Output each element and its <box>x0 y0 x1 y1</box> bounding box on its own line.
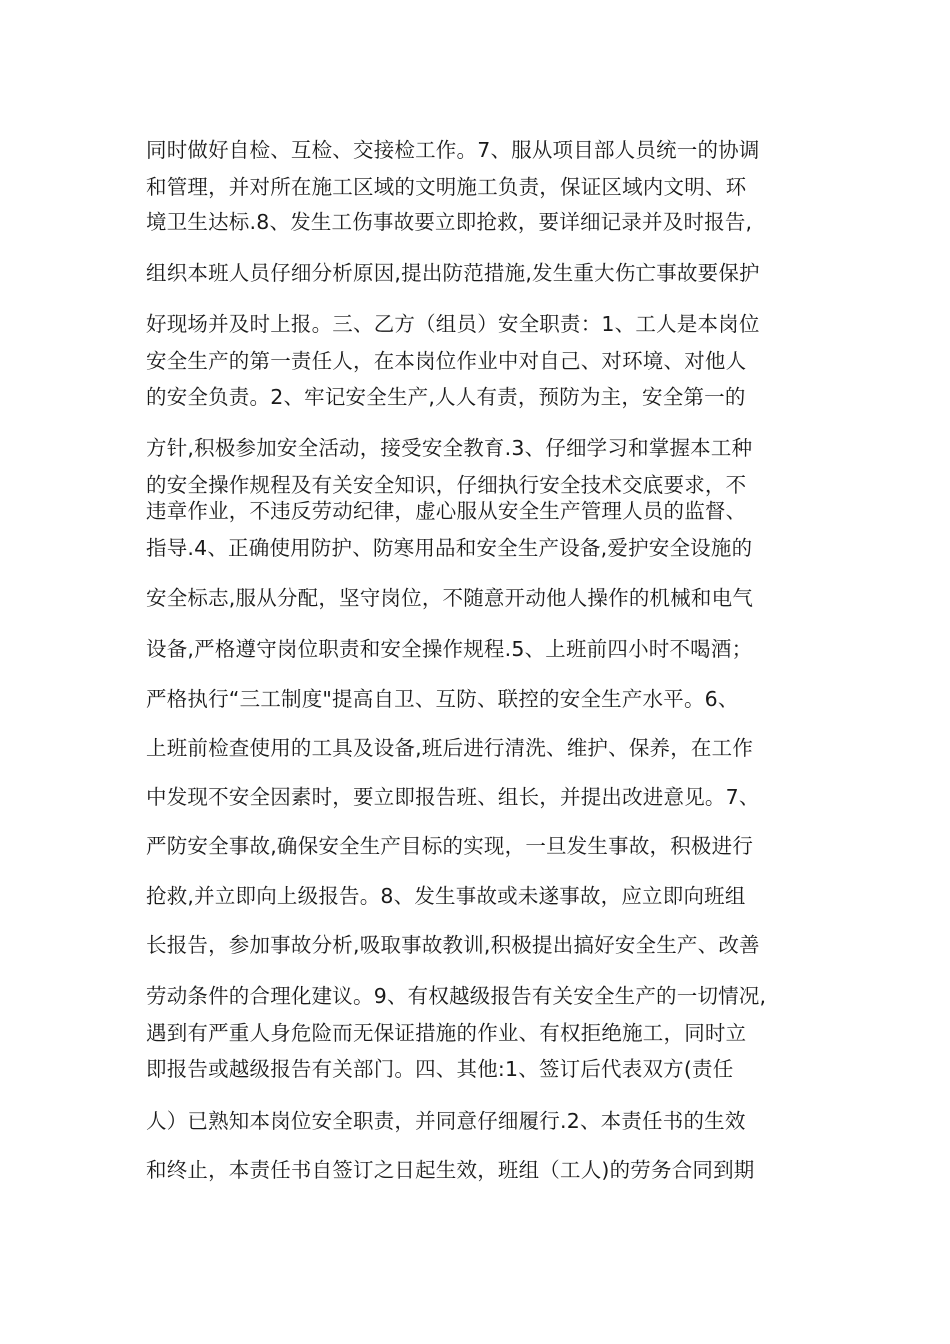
text-line: 长报告，参加事故分析,吸取事故教训,积极提出搞好安全生产、改善 <box>146 933 760 957</box>
text-line: 方针,积极参加安全活动，接受安全教育.3、仔细学习和掌握本工种 <box>146 436 753 460</box>
text-line: 和终止，本责任书自签订之日起生效，班组（工人)的劳务合同到期 <box>146 1158 755 1182</box>
text-line: 上班前检查使用的工具及设备,班后进行清洗、维护、保养，在工作 <box>146 736 754 760</box>
text-line: 违章作业，不违反劳动纪律，虚心服从安全生产管理人员的监督、 <box>146 499 747 523</box>
text-line: 即报告或越级报告有关部门。四、其他:1、签订后代表双方(责任 <box>146 1057 734 1081</box>
text-line: 的安全负责。2、牢记安全生产,人人有责，预防为主，安全第一的 <box>146 385 746 409</box>
text-line: 和管理，并对所在施工区域的文明施工负责，保证区域内文明、环 <box>146 175 747 199</box>
text-line: 设备,严格遵守岗位职责和安全操作规程.5、上班前四小时不喝酒； <box>146 637 753 661</box>
text-line: 的安全操作规程及有关安全知识，仔细执行安全技术交底要求，不 <box>146 473 747 497</box>
text-line: 中发现不安全因素时，要立即报告班、组长，并提出改进意见。7、 <box>146 785 760 809</box>
text-line: 指导.4、正确使用防护、防寒用品和安全生产设备,爱护安全设施的 <box>146 536 753 560</box>
text-line: 劳动条件的合理化建议。9、有权越级报告有关安全生产的一切情况, <box>146 984 767 1008</box>
text-line: 遇到有严重人身危险而无保证措施的作业、有权拒绝施工，同时立 <box>146 1021 747 1045</box>
text-line: 组织本班人员仔细分析原因,提出防范措施,发生重大伤亡事故要保护 <box>146 261 760 285</box>
text-line: 安全标志,服从分配，坚守岗位，不随意开动他人操作的机械和电气 <box>146 586 754 610</box>
text-line: 安全生产的第一责任人，在本岗位作业中对自己、对环境、对他人 <box>146 349 747 373</box>
text-line: 人）已熟知本岗位安全职责，并同意仔细履行.2、本责任书的生效 <box>146 1109 746 1133</box>
text-line: 严防安全事故,确保安全生产目标的实现，一旦发生事故，积极进行 <box>146 834 754 858</box>
text-line: 严格执行“三工制度"提高自卫、互防、联控的安全生产水平。6、 <box>146 687 739 711</box>
text-line: 抢救,并立即向上级报告。8、发生事故或未遂事故，应立即向班组 <box>146 884 746 908</box>
text-line: 好现场并及时上报。三、乙方（组员）安全职责：1、工人是本岗位 <box>146 312 760 336</box>
text-line: 境卫生达标.8、发生工伤事故要立即抢救，要详细记录并及时报告, <box>146 210 753 234</box>
text-line: 同时做好自检、互检、交接检工作。7、服从项目部人员统一的协调 <box>146 138 760 162</box>
